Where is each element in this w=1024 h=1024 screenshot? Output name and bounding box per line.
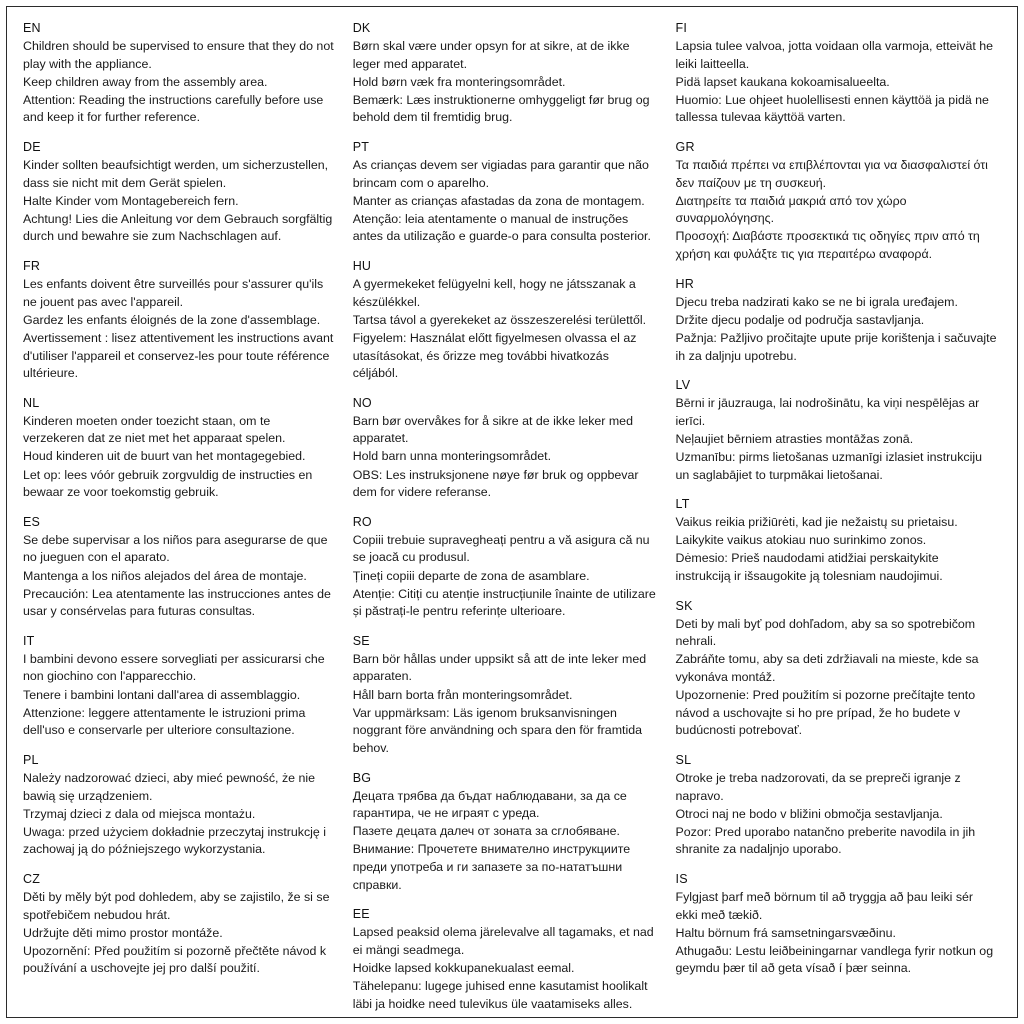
warning-line: Lapsia tulee valvoa, jotta voidaan olla varmoja, etteivät he leiki laitteella. [675, 39, 994, 71]
warning-line: Otroke je treba nadzorovati, da se prepreči igranje z napravo. [675, 770, 961, 803]
language-column-3 [676, 21, 1001, 1007]
warning-line: Hoidke lapsed kokkupanekualast eemal. [352, 960, 575, 975]
warning-line: Neļaujiet bērniem atrasties montāžas zonā. [675, 431, 914, 446]
warning-line: As crianças devem ser vigiadas para garantir que não brincam com o aparelho. [352, 158, 649, 190]
warning-line: Figyelem: Használat előtt figyelmesen olvassa el az utasításokat, és őrizze meg további hivatkozás céljából. [352, 330, 637, 381]
warning-line: Keep children away from the assembly area. [23, 74, 268, 89]
warning-line: Gardez les enfants éloignés de la zone d'assemblage. [23, 312, 321, 327]
warning-line: Attenzione: leggere attentamente le istruzioni prima dell'uso e conservarle per ulteriore consultazione. [23, 705, 306, 738]
warning-line: Пазете децата далеч от зоната за сглобяване. [352, 824, 620, 839]
language-code: ES [23, 514, 41, 529]
language-code: RO [352, 514, 372, 529]
warning-text [353, 276, 658, 383]
language-code: LV [675, 378, 691, 393]
language-column-1 [23, 21, 353, 1007]
warning-line: Houd kinderen uit de buurt van het montagegebied. [23, 449, 306, 464]
warning-line: Zabráňte tomu, aby sa deti zdržiavali na mieste, kde sa vykonáva montáž. [675, 652, 979, 684]
warning-line: OBS: Les instruksjonene nøye før bruk og oppbevar dem for videre referanse. [352, 467, 639, 500]
language-block-lv [676, 378, 997, 484]
warning-text [23, 889, 335, 978]
language-block-en [23, 21, 335, 127]
language-code: FR [23, 259, 41, 274]
warning-line: Håll barn borta från monteringsområdet. [352, 687, 573, 702]
warning-text [676, 616, 997, 740]
warning-line: Należy nadzorować dzieci, aby mieć pewność, że nie bawią się urządzeniem. [23, 770, 316, 803]
language-block-fi [676, 21, 997, 127]
warning-line: Laikykite vaikus atokiau nuo surinkimo zonos. [675, 533, 927, 548]
warning-line: Deti by mali byť pod dohľadom, aby sa so spotrebičom nehrali. [675, 616, 976, 649]
warning-line: Vaikus reikia prižiūrėti, kad jie nežaistų su prietaisu. [675, 515, 958, 530]
warning-line: Barn bør overvåkes for å sikre at de ikke leker med apparatet. [352, 413, 633, 446]
warning-line: Țineți copiii departe de zona de asamblare. [352, 568, 590, 583]
warning-line: Tenere i bambini lontani dall'area di assemblaggio. [23, 687, 301, 702]
language-columns [23, 21, 1001, 1011]
warning-line: A gyermekeket felügyelni kell, hogy ne játsszanak a készülékkel. [352, 277, 636, 309]
warning-line: Otroci naj ne bodo v bližini območja sestavljanja. [675, 806, 943, 821]
warning-text [23, 276, 335, 383]
language-code: FI [675, 21, 688, 35]
language-code: GR [675, 140, 695, 155]
language-code: SK [675, 598, 693, 613]
warning-line: Децата трябва да бъдат наблюдавани, за да се гарантира, че не играят с уреда. [352, 788, 627, 821]
language-block-nl [23, 396, 335, 502]
warning-line: Pidä lapset kaukana kokoamisalueelta. [675, 74, 890, 89]
warning-line: Avertissement : lisez attentivement les instructions avant d'utiliser l'appareil et conservez-les pour toute référence ultérieure. [23, 330, 334, 381]
language-code: LT [675, 497, 690, 512]
warning-line: Dėmesio: Prieš naudodami atidžiai perskaitykite instrukciją ir išsaugokite ją tolesniam naudojimui. [675, 551, 943, 584]
warning-text [353, 651, 658, 758]
warning-line: Hold barn unna monteringsområdet. [352, 449, 552, 464]
language-code: EN [23, 21, 41, 35]
language-block-dk [353, 21, 658, 127]
language-block-cz [23, 872, 335, 978]
warning-line: Внимание: Прочетете внимателно инструкциите преди употреба и ги запазете за по-нататъшни справки. [352, 842, 631, 892]
warning-line: Atenção: leia atentamente o manual de instruções antes da utilização e guarde-o para consulta posterior. [352, 211, 651, 244]
warning-text [676, 770, 997, 859]
language-block-pl [23, 753, 335, 859]
warning-text [23, 770, 335, 859]
warning-text [353, 38, 658, 127]
warning-text [23, 651, 335, 740]
warning-text [353, 157, 658, 246]
warning-line: Προσοχή: Διαβάστε προσεκτικά τις οδηγίες πριν από τη χρήση και φυλάξτε τις για περαιτέρω αναφορά. [675, 229, 980, 262]
warning-line: Achtung! Lies die Anleitung vor dem Gebrauch sorgfältig durch und bewahre sie zum Nachschlagen auf. [23, 211, 333, 244]
language-column-2 [352, 21, 676, 1011]
warning-line: Haltu börnum frá samsetningarsvæðinu. [675, 925, 896, 940]
warning-text [353, 532, 658, 621]
warning-text [23, 38, 335, 127]
language-code: BG [352, 770, 372, 785]
warning-line: Upozornění: Před použitím si pozorně přečtěte návod k používání a uschovejte jej pro další použití. [23, 943, 327, 976]
language-code: HR [675, 276, 694, 291]
warning-line: Bērni ir jāuzrauga, lai nodrošinātu, ka viņi nespēlējas ar ierīci. [675, 396, 980, 428]
language-block-de [23, 140, 335, 246]
language-block-hr [676, 277, 997, 365]
warning-line: Huomio: Lue ohjeet huolellisesti ennen käyttöä ja pidä ne tallessa tulevaa käyttöä varten. [675, 92, 989, 125]
warning-line: Les enfants doivent être surveillés pour s'assurer qu'ils ne jouent pas avec l'appareil. [23, 277, 324, 309]
warning-line: Mantenga a los niños alejados del área de montaje. [23, 568, 307, 583]
warning-line: Attention: Reading the instructions carefully before use and keep it for further reference. [23, 92, 324, 125]
language-code: CZ [23, 871, 41, 886]
warning-text [353, 788, 658, 895]
language-block-es [23, 515, 335, 621]
warning-line: Děti by měly být pod dohledem, aby se zajistilo, že si se spotřebičem nebudou hrát. [23, 889, 330, 922]
warning-line: Držite djecu podalje od područja sastavljanja. [675, 312, 925, 327]
warning-line: Trzymaj dzieci z dala od miejsca montażu. [23, 806, 256, 821]
warning-text [676, 157, 997, 264]
warning-line: Uzmanību: pirms lietošanas uzmanīgi izlasiet instrukciju un saglabājiet to turpmākai lietošanai. [675, 449, 982, 482]
warning-line: Djecu treba nadzirati kako se ne bi igrala uređajem. [675, 294, 958, 309]
warning-line: Var uppmärksam: Läs igenom bruksanvisningen noggrant före användning och spara den för framtida behov. [352, 705, 642, 755]
warning-line: Precaución: Lea atentamente las instrucciones antes de usar y consérvelas para futuras consultas. [23, 586, 331, 619]
warning-line: Lapsed peaksid olema järelevalve all tagamaks, et nad ei mängi seadmega. [352, 925, 654, 957]
warning-line: Barn bör hållas under uppsikt så att de inte leker med apparaten. [352, 651, 647, 684]
language-code: SL [675, 752, 692, 767]
language-code: IS [675, 871, 688, 886]
language-block-ro [353, 515, 658, 621]
warning-line: Atenție: Citiți cu atenție instrucțiunile înainte de utilizare și păstrați-le pentru referințe ulterioare. [352, 586, 656, 619]
warning-line: Διατηρείτε τα παιδιά μακριά από τον χώρο συναρμολόγησης. [675, 193, 907, 226]
language-block-bg [353, 771, 658, 895]
language-code: PT [352, 140, 370, 155]
language-block-is [676, 872, 997, 978]
warning-line: Copiii trebuie supravegheați pentru a vă asigura că nu se joacă cu produsul. [352, 532, 650, 565]
warning-line: Halte Kinder vom Montagebereich fern. [23, 193, 239, 208]
warning-text [23, 532, 335, 621]
warning-line: Pažnja: Pažljivo pročitajte upute prije korištenja i sačuvajte ih za daljnju upotrebu. [675, 330, 997, 363]
warning-line: Se debe supervisar a los niños para asegurarse de que no jueguen con el aparato. [23, 532, 328, 565]
language-block-gr [676, 140, 997, 264]
warning-text [676, 889, 997, 978]
warning-sheet [6, 6, 1018, 1018]
warning-line: Uwaga: przed użyciem dokładnie przeczytaj instrukcję i zachowaj ją do późniejszego wykorzystania. [23, 824, 327, 857]
language-block-hu [353, 259, 658, 383]
warning-text [353, 413, 658, 502]
language-block-it [23, 634, 335, 740]
language-code: DK [352, 21, 371, 35]
language-block-fr [23, 259, 335, 383]
warning-line: Upozornenie: Pred použitím si pozorne prečítajte tento návod a uschovajte si ho pre prípad, že ho budete v budúcnosti potrebovať. [675, 688, 976, 738]
language-code: SE [352, 633, 370, 648]
warning-line: Børn skal være under opsyn for at sikre, at de ikke leger med apparatet. [352, 39, 630, 71]
warning-line: Athugaðu: Lestu leiðbeiningarnar vandlega fyrir notkun og geymdu þær til að geta vísað í þær seinna. [675, 943, 994, 976]
warning-text [676, 38, 997, 127]
language-block-ee [353, 907, 658, 1013]
language-block-pt [353, 140, 658, 246]
language-code: PL [23, 752, 39, 767]
warning-line: Kinderen moeten onder toezicht staan, om te verzekeren dat ze niet met het apparaat spelen. [23, 413, 286, 446]
warning-line: Pozor: Pred uporabo natančno preberite navodila in jih shranite za nadaljnjo uporabo. [675, 824, 976, 857]
warning-line: Manter as crianças afastadas da zona de montagem. [352, 193, 645, 208]
warning-line: Bemærk: Læs instruktionerne omhyggeligt før brug og behold dem til fremtidig brug. [352, 92, 650, 125]
warning-line: Hold børn væk fra monteringsområdet. [352, 74, 566, 89]
warning-text [676, 395, 997, 484]
language-code: NL [23, 395, 40, 410]
warning-line: Fylgjast þarf með börnum til að tryggja að þau leiki sér ekki með tækið. [675, 889, 974, 922]
language-code: IT [23, 633, 35, 648]
language-block-sk [676, 599, 997, 740]
warning-text [676, 514, 997, 585]
warning-text [353, 924, 658, 1013]
warning-line: Let op: lees vóór gebruik zorgvuldig de instructies en bewaar ze voor toekomstig gebruik. [23, 467, 313, 500]
warning-text [676, 294, 997, 365]
warning-line: I bambini devono essere sorvegliati per assicurarsi che non giochino con l'apparecchio. [23, 651, 325, 684]
language-code: NO [352, 395, 372, 410]
language-block-sl [676, 753, 997, 859]
warning-line: Udržujte děti mimo prostor montáže. [23, 925, 223, 940]
warning-line: Tähelepanu: lugege juhised enne kasutamist hoolikalt läbi ja hoidke need tulevikus üle vaatamiseks alles. [352, 978, 648, 1011]
language-block-lt [676, 497, 997, 585]
warning-text [23, 413, 335, 502]
language-code: EE [352, 907, 370, 922]
warning-line: Τα παιδιά πρέπει να επιβλέπονται για να διασφαλιστεί ότι δεν παίζουν με τη συσκευή. [675, 158, 988, 190]
warning-line: Kinder sollten beaufsichtigt werden, um sicherzustellen, dass sie nicht mit dem Gerät spielen. [23, 158, 329, 190]
warning-line: Children should be supervised to ensure that they do not play with the appliance. [23, 39, 334, 71]
language-block-no [353, 396, 658, 502]
language-code: HU [352, 259, 372, 274]
language-code: DE [23, 140, 41, 155]
warning-line: Tartsa távol a gyerekeket az összeszerelési területtől. [352, 312, 647, 327]
language-block-se [353, 634, 658, 758]
warning-text [23, 157, 335, 246]
